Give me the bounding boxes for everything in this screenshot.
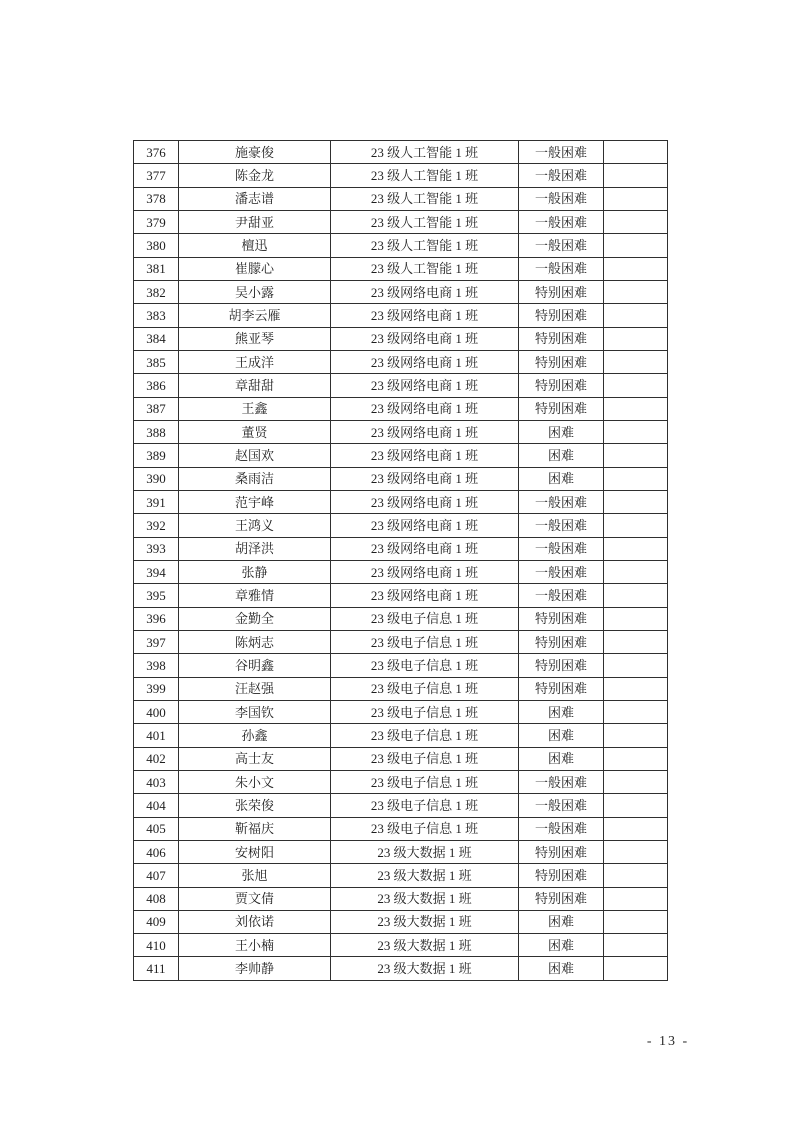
remark-cell [604, 864, 668, 887]
class-name-cell: 23 级网络电商 1 班 [331, 397, 519, 420]
difficulty-level-cell: 特别困难 [519, 327, 604, 350]
serial-number-cell: 385 [134, 350, 179, 373]
table-row [134, 257, 668, 280]
serial-number-cell: 402 [134, 747, 179, 770]
difficulty-level-cell: 困难 [519, 700, 604, 723]
remark-cell [604, 677, 668, 700]
remark-cell [604, 304, 668, 327]
class-name-cell: 23 级大数据 1 班 [331, 840, 519, 863]
serial-number-cell: 381 [134, 257, 179, 280]
remark-cell [604, 700, 668, 723]
class-name-cell: 23 级网络电商 1 班 [331, 327, 519, 350]
class-name-cell: 23 级电子信息 1 班 [331, 607, 519, 630]
remark-cell [604, 490, 668, 513]
class-name-cell: 23 级大数据 1 班 [331, 864, 519, 887]
class-name-cell: 23 级电子信息 1 班 [331, 794, 519, 817]
table-row [134, 420, 668, 443]
student-name-cell: 陈金龙 [179, 164, 331, 187]
class-name-cell: 23 级人工智能 1 班 [331, 234, 519, 257]
difficulty-level-cell: 特别困难 [519, 887, 604, 910]
student-name-cell: 李帅静 [179, 957, 331, 980]
difficulty-level-cell: 特别困难 [519, 607, 604, 630]
table-row [134, 770, 668, 793]
table-row [134, 654, 668, 677]
difficulty-level-cell: 困难 [519, 957, 604, 980]
class-name-cell: 23 级网络电商 1 班 [331, 514, 519, 537]
serial-number-cell: 393 [134, 537, 179, 560]
remark-cell [604, 957, 668, 980]
remark-cell [604, 141, 668, 164]
class-name-cell: 23 级电子信息 1 班 [331, 630, 519, 653]
student-name-cell: 胡李云雁 [179, 304, 331, 327]
remark-cell [604, 817, 668, 840]
serial-number-cell: 395 [134, 584, 179, 607]
difficulty-level-cell: 一般困难 [519, 817, 604, 840]
student-name-cell: 施豪俊 [179, 141, 331, 164]
class-name-cell: 23 级人工智能 1 班 [331, 210, 519, 233]
remark-cell [604, 327, 668, 350]
student-name-cell: 贾文倩 [179, 887, 331, 910]
difficulty-level-cell: 特别困难 [519, 397, 604, 420]
table-row [134, 280, 668, 303]
difficulty-level-cell: 特别困难 [519, 654, 604, 677]
table-row [134, 537, 668, 560]
student-aid-roster-table [133, 140, 668, 981]
remark-cell [604, 887, 668, 910]
class-name-cell: 23 级电子信息 1 班 [331, 724, 519, 747]
difficulty-level-cell: 特别困难 [519, 840, 604, 863]
student-name-cell: 尹甜亚 [179, 210, 331, 233]
remark-cell [604, 467, 668, 490]
student-name-cell: 陈炳志 [179, 630, 331, 653]
table-row [134, 444, 668, 467]
student-name-cell: 张静 [179, 560, 331, 583]
serial-number-cell: 388 [134, 420, 179, 443]
serial-number-cell: 383 [134, 304, 179, 327]
table-row [134, 350, 668, 373]
student-name-cell: 王成洋 [179, 350, 331, 373]
remark-cell [604, 374, 668, 397]
student-name-cell: 桑雨洁 [179, 467, 331, 490]
serial-number-cell: 410 [134, 934, 179, 957]
serial-number-cell: 392 [134, 514, 179, 537]
difficulty-level-cell: 一般困难 [519, 584, 604, 607]
table-row [134, 584, 668, 607]
remark-cell [604, 187, 668, 210]
difficulty-level-cell: 一般困难 [519, 210, 604, 233]
table-row [134, 210, 668, 233]
remark-cell [604, 350, 668, 373]
student-name-cell: 汪赵强 [179, 677, 331, 700]
class-name-cell: 23 级大数据 1 班 [331, 934, 519, 957]
class-name-cell: 23 级网络电商 1 班 [331, 467, 519, 490]
student-name-cell: 王鑫 [179, 397, 331, 420]
difficulty-level-cell: 一般困难 [519, 490, 604, 513]
serial-number-cell: 407 [134, 864, 179, 887]
table-row [134, 304, 668, 327]
difficulty-level-cell: 一般困难 [519, 560, 604, 583]
student-name-cell: 李国钦 [179, 700, 331, 723]
class-name-cell: 23 级电子信息 1 班 [331, 677, 519, 700]
table-row [134, 164, 668, 187]
difficulty-level-cell: 一般困难 [519, 164, 604, 187]
table-row [134, 630, 668, 653]
student-name-cell: 孙鑫 [179, 724, 331, 747]
serial-number-cell: 386 [134, 374, 179, 397]
difficulty-level-cell: 困难 [519, 747, 604, 770]
table-body [134, 141, 668, 981]
remark-cell [604, 420, 668, 443]
remark-cell [604, 584, 668, 607]
student-name-cell: 张旭 [179, 864, 331, 887]
table-row [134, 817, 668, 840]
remark-cell [604, 514, 668, 537]
class-name-cell: 23 级网络电商 1 班 [331, 444, 519, 467]
remark-cell [604, 560, 668, 583]
serial-number-cell: 403 [134, 770, 179, 793]
student-name-cell: 张荣俊 [179, 794, 331, 817]
remark-cell [604, 444, 668, 467]
table-row [134, 840, 668, 863]
table-row [134, 724, 668, 747]
student-name-cell: 章甜甜 [179, 374, 331, 397]
serial-number-cell: 405 [134, 817, 179, 840]
table-row [134, 607, 668, 630]
serial-number-cell: 397 [134, 630, 179, 653]
student-name-cell: 熊亚琴 [179, 327, 331, 350]
student-name-cell: 靳福庆 [179, 817, 331, 840]
serial-number-cell: 382 [134, 280, 179, 303]
difficulty-level-cell: 特别困难 [519, 677, 604, 700]
class-name-cell: 23 级电子信息 1 班 [331, 817, 519, 840]
difficulty-level-cell: 困难 [519, 724, 604, 747]
student-name-cell: 王小楠 [179, 934, 331, 957]
difficulty-level-cell: 特别困难 [519, 350, 604, 373]
serial-number-cell: 377 [134, 164, 179, 187]
table-row [134, 910, 668, 933]
serial-number-cell: 406 [134, 840, 179, 863]
class-name-cell: 23 级人工智能 1 班 [331, 187, 519, 210]
remark-cell [604, 234, 668, 257]
difficulty-level-cell: 特别困难 [519, 280, 604, 303]
serial-number-cell: 400 [134, 700, 179, 723]
page-number: - 13 - [646, 1034, 690, 1049]
table-row [134, 374, 668, 397]
class-name-cell: 23 级人工智能 1 班 [331, 141, 519, 164]
class-name-cell: 23 级网络电商 1 班 [331, 350, 519, 373]
table-row [134, 677, 668, 700]
table-row [134, 864, 668, 887]
student-name-cell: 胡泽洪 [179, 537, 331, 560]
class-name-cell: 23 级网络电商 1 班 [331, 304, 519, 327]
student-name-cell: 朱小文 [179, 770, 331, 793]
table-row [134, 957, 668, 980]
table-row [134, 187, 668, 210]
serial-number-cell: 391 [134, 490, 179, 513]
difficulty-level-cell: 困难 [519, 910, 604, 933]
class-name-cell: 23 级电子信息 1 班 [331, 654, 519, 677]
class-name-cell: 23 级大数据 1 班 [331, 957, 519, 980]
difficulty-level-cell: 一般困难 [519, 187, 604, 210]
serial-number-cell: 387 [134, 397, 179, 420]
difficulty-level-cell: 一般困难 [519, 794, 604, 817]
student-name-cell: 章雅情 [179, 584, 331, 607]
table-row [134, 560, 668, 583]
class-name-cell: 23 级电子信息 1 班 [331, 770, 519, 793]
student-name-cell: 高士友 [179, 747, 331, 770]
table-row [134, 141, 668, 164]
class-name-cell: 23 级电子信息 1 班 [331, 700, 519, 723]
class-name-cell: 23 级大数据 1 班 [331, 887, 519, 910]
remark-cell [604, 537, 668, 560]
remark-cell [604, 840, 668, 863]
student-name-cell: 刘依诺 [179, 910, 331, 933]
student-name-cell: 赵国欢 [179, 444, 331, 467]
table-row [134, 747, 668, 770]
remark-cell [604, 770, 668, 793]
class-name-cell: 23 级网络电商 1 班 [331, 490, 519, 513]
table-row [134, 467, 668, 490]
serial-number-cell: 380 [134, 234, 179, 257]
remark-cell [604, 794, 668, 817]
table-row [134, 700, 668, 723]
table-row [134, 514, 668, 537]
student-name-cell: 吴小露 [179, 280, 331, 303]
remark-cell [604, 257, 668, 280]
table-row [134, 327, 668, 350]
difficulty-level-cell: 困难 [519, 934, 604, 957]
difficulty-level-cell: 困难 [519, 420, 604, 443]
remark-cell [604, 607, 668, 630]
student-name-cell: 王鸿义 [179, 514, 331, 537]
remark-cell [604, 910, 668, 933]
serial-number-cell: 401 [134, 724, 179, 747]
class-name-cell: 23 级网络电商 1 班 [331, 560, 519, 583]
table-row [134, 397, 668, 420]
serial-number-cell: 389 [134, 444, 179, 467]
class-name-cell: 23 级网络电商 1 班 [331, 537, 519, 560]
serial-number-cell: 399 [134, 677, 179, 700]
class-name-cell: 23 级人工智能 1 班 [331, 257, 519, 280]
table-row [134, 234, 668, 257]
difficulty-level-cell: 一般困难 [519, 234, 604, 257]
table-row [134, 887, 668, 910]
student-name-cell: 檀迅 [179, 234, 331, 257]
serial-number-cell: 384 [134, 327, 179, 350]
difficulty-level-cell: 特别困难 [519, 374, 604, 397]
serial-number-cell: 408 [134, 887, 179, 910]
table-row [134, 934, 668, 957]
serial-number-cell: 409 [134, 910, 179, 933]
serial-number-cell: 378 [134, 187, 179, 210]
class-name-cell: 23 级人工智能 1 班 [331, 164, 519, 187]
remark-cell [604, 280, 668, 303]
remark-cell [604, 164, 668, 187]
class-name-cell: 23 级大数据 1 班 [331, 910, 519, 933]
remark-cell [604, 654, 668, 677]
difficulty-level-cell: 特别困难 [519, 864, 604, 887]
class-name-cell: 23 级网络电商 1 班 [331, 420, 519, 443]
serial-number-cell: 398 [134, 654, 179, 677]
difficulty-level-cell: 特别困难 [519, 630, 604, 653]
difficulty-level-cell: 一般困难 [519, 537, 604, 560]
serial-number-cell: 394 [134, 560, 179, 583]
remark-cell [604, 724, 668, 747]
student-name-cell: 谷明鑫 [179, 654, 331, 677]
student-name-cell: 范宇峰 [179, 490, 331, 513]
remark-cell [604, 210, 668, 233]
remark-cell [604, 934, 668, 957]
student-name-cell: 董贤 [179, 420, 331, 443]
serial-number-cell: 396 [134, 607, 179, 630]
serial-number-cell: 379 [134, 210, 179, 233]
difficulty-level-cell: 一般困难 [519, 257, 604, 280]
student-name-cell: 安树阳 [179, 840, 331, 863]
class-name-cell: 23 级网络电商 1 班 [331, 584, 519, 607]
difficulty-level-cell: 特别困难 [519, 304, 604, 327]
table-row [134, 794, 668, 817]
difficulty-level-cell: 一般困难 [519, 514, 604, 537]
difficulty-level-cell: 困难 [519, 467, 604, 490]
serial-number-cell: 390 [134, 467, 179, 490]
difficulty-level-cell: 一般困难 [519, 141, 604, 164]
remark-cell [604, 747, 668, 770]
remark-cell [604, 397, 668, 420]
class-name-cell: 23 级电子信息 1 班 [331, 747, 519, 770]
student-name-cell: 金勤全 [179, 607, 331, 630]
serial-number-cell: 404 [134, 794, 179, 817]
difficulty-level-cell: 困难 [519, 444, 604, 467]
class-name-cell: 23 级网络电商 1 班 [331, 280, 519, 303]
serial-number-cell: 411 [134, 957, 179, 980]
remark-cell [604, 630, 668, 653]
student-name-cell: 崔朦心 [179, 257, 331, 280]
table-row [134, 490, 668, 513]
difficulty-level-cell: 一般困难 [519, 770, 604, 793]
class-name-cell: 23 级网络电商 1 班 [331, 374, 519, 397]
student-name-cell: 潘志谱 [179, 187, 331, 210]
serial-number-cell: 376 [134, 141, 179, 164]
